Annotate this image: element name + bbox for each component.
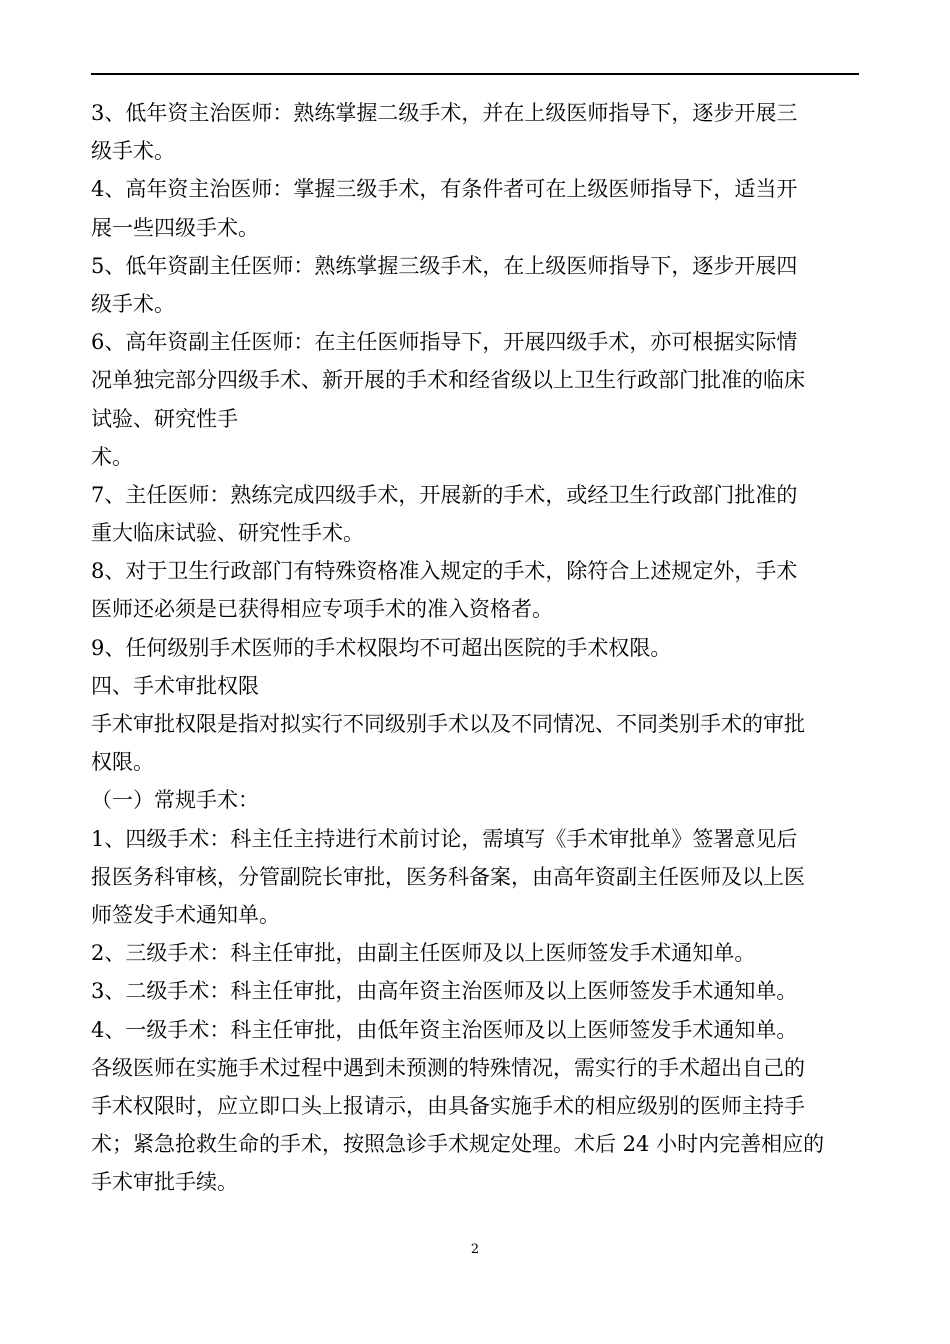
text-line: 各级医师在实施手术过程中遇到未预测的特殊情况，需实行的手术超出自己的 — [91, 1055, 805, 1080]
text-line: 展一些四级手术。 — [91, 215, 259, 240]
text-line: 2、三级手术：科主任审批，由副主任医师及以上医师签发手术通知单。 — [91, 941, 756, 966]
text-line: 1、四级手术：科主任主持进行术前讨论，需填写《手术审批单》签署意见后 — [91, 826, 798, 851]
text-line: 试验、研究性手 — [91, 406, 238, 431]
text-line: 师签发手术通知单。 — [91, 902, 280, 927]
text-line: 报医务科审核，分管副院长审批，医务科备案，由高年资副主任医师及以上医 — [91, 864, 805, 889]
text-line: 级手术。 — [91, 291, 175, 316]
text-line: 术。 — [91, 444, 133, 469]
subsection-heading: （一）常规手术： — [91, 788, 259, 813]
text-line: 6、高年资副主任医师：在主任医师指导下，开展四级手术，亦可根据实际情 — [91, 330, 798, 355]
text-line: 9、任何级别手术医师的手术权限均不可超出医院的手术权限。 — [91, 635, 672, 660]
header-rule — [91, 73, 859, 75]
page-number: 2 — [470, 1242, 480, 1257]
text-line: 3、低年资主治医师：熟练掌握二级手术，并在上级医师指导下，逐步开展三 — [91, 101, 798, 125]
text-line: 4、高年资主治医师：掌握三级手术，有条件者可在上级医师指导下，适当开 — [91, 177, 798, 202]
text-line: 术；紧急抢救生命的手术，按照急诊手术规定处理。术后 24 小时内完善相应的 — [91, 1132, 825, 1157]
text-line: 手术审批权限是指对拟实行不同级别手术以及不同情况、不同类别手术的审批 — [91, 712, 805, 736]
text-line: 3、二级手术：科主任审批，由高年资主治医师及以上医师签发手术通知单。 — [91, 979, 798, 1004]
text-line: 5、低年资副主任医师：熟练掌握三级手术，在上级医师指导下，逐步开展四 — [91, 253, 798, 278]
text-line: 8、对于卫生行政部门有特殊资格准入规定的手术，除符合上述规定外，手术 — [91, 559, 798, 584]
text-line: 7、主任医师：熟练完成四级手术，开展新的手术，或经卫生行政部门批准的 — [91, 482, 798, 507]
text-line: 医师还必须是已获得相应专项手术的准入资格者。 — [91, 597, 553, 622]
text-line: 权限。 — [91, 750, 154, 775]
document-body — [91, 94, 863, 1201]
text-line: 手术审批手续。 — [91, 1170, 238, 1195]
section-heading: 四、手术审批权限 — [91, 673, 259, 698]
text-line: 况单独完部分四级手术、新开展的手术和经省级以上卫生行政部门批准的临床 — [91, 368, 805, 393]
text-line: 手术权限时，应立即口头上报请示，由具备实施手术的相应级别的医师主持手 — [91, 1093, 805, 1118]
text-line: 级手术。 — [91, 139, 175, 164]
text-line: 4、一级手术：科主任审批，由低年资主治医师及以上医师签发手术通知单。 — [91, 1017, 798, 1042]
text-line: 重大临床试验、研究性手术。 — [91, 521, 364, 546]
